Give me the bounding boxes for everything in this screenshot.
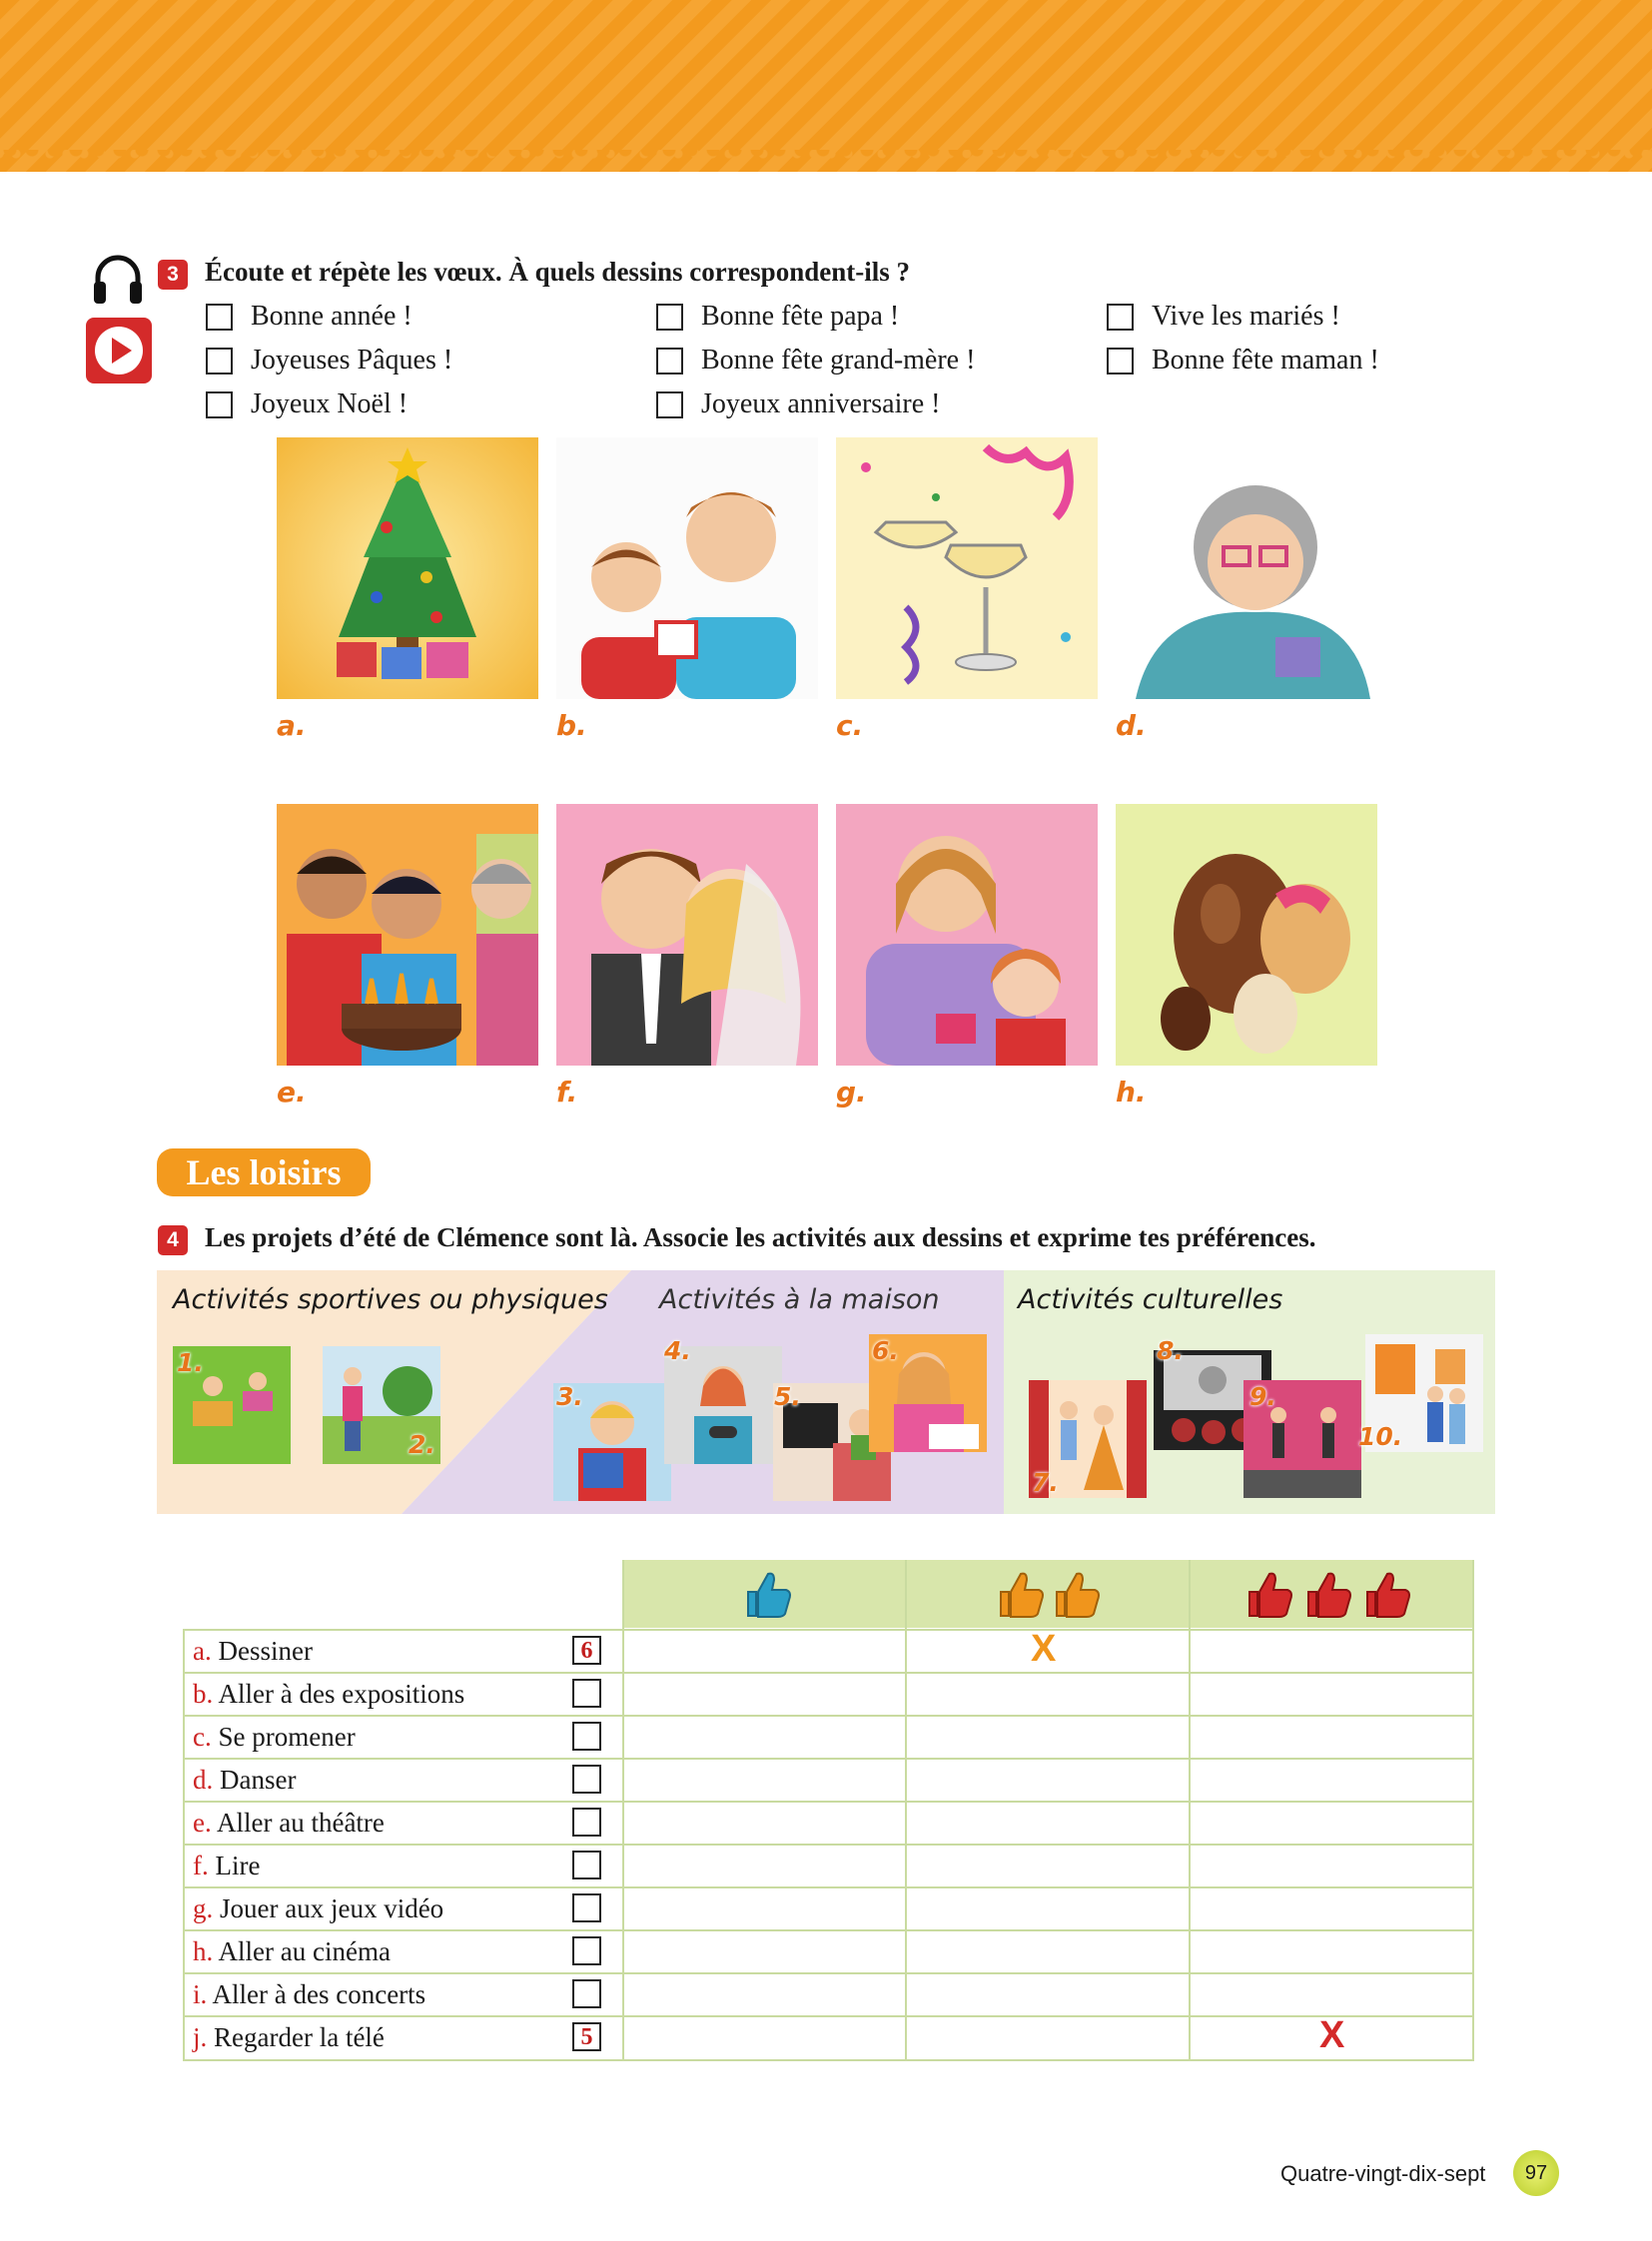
picture-father-and-son [556, 437, 818, 699]
picture-birthday [277, 804, 538, 1066]
wish-label: Joyeuses Pâques ! [251, 345, 453, 375]
preference-cell[interactable] [624, 1846, 904, 1885]
wish-option[interactable] [656, 345, 975, 376]
wish-option[interactable] [206, 388, 408, 420]
picture-label: b. [556, 709, 587, 742]
row-letter: h. [193, 1936, 214, 1966]
answer-box[interactable] [572, 1893, 601, 1922]
preference-cell[interactable] [1191, 1846, 1470, 1885]
preference-cell[interactable] [907, 1974, 1187, 2014]
three-thumbs-up-icon [1249, 1574, 1409, 1617]
activity-row-label [193, 1636, 313, 1667]
row-text: Se promener [218, 1722, 356, 1752]
row-text: Aller à des expositions [218, 1679, 465, 1709]
category-heading: Activités à la maison [659, 1284, 940, 1315]
two-thumbs-up-icon [1001, 1574, 1099, 1617]
preference-cell[interactable] [1191, 1931, 1470, 1971]
picture-label: d. [1116, 709, 1147, 742]
row-text: Dessiner [218, 1636, 313, 1666]
row-text: Aller à des concerts [212, 1979, 426, 2009]
wish-label: Bonne fête maman ! [1152, 345, 1379, 375]
activity-row-label [193, 1679, 464, 1710]
activity-row-label [193, 1808, 385, 1839]
checkbox[interactable] [656, 304, 683, 331]
play-icon[interactable] [86, 318, 152, 383]
image-number: 2. [409, 1430, 435, 1459]
page-word: Quatre-vingt-dix-sept [1280, 2161, 1486, 2186]
preference-cell[interactable] [907, 1717, 1187, 1757]
preference-cell[interactable] [624, 1974, 904, 2014]
preference-cell[interactable] [624, 2017, 904, 2057]
grid-line [1472, 1560, 1474, 2061]
grid-line [183, 2059, 1473, 2061]
preference-cell[interactable] [907, 2017, 1187, 2057]
answer-box[interactable] [572, 1765, 601, 1794]
picture-champagne-glasses [836, 437, 1098, 699]
preference-cell[interactable] [907, 1803, 1187, 1843]
answer-box[interactable] [572, 1851, 601, 1879]
preference-header-2 [907, 1560, 1189, 1628]
row-letter: f. [193, 1851, 209, 1880]
activity-row-label [193, 1851, 260, 1881]
preference-cell[interactable] [624, 1717, 904, 1757]
picture-grandmother [1116, 437, 1377, 699]
preference-mark: X [1031, 1628, 1057, 1670]
row-letter: e. [193, 1808, 212, 1838]
activities-panel [157, 1270, 1495, 1514]
picture-mother-and-daughter [836, 804, 1098, 1066]
category-heading: Activités culturelles [1018, 1284, 1283, 1315]
wish-label: Vive les mariés ! [1152, 301, 1340, 332]
picture-wedding-kiss [556, 804, 818, 1066]
row-letter: d. [193, 1765, 214, 1795]
one-thumb-up-icon [748, 1574, 790, 1617]
exercise-number: 4 [158, 1225, 188, 1255]
row-letter: a. [193, 1636, 212, 1666]
image-number: 5. [774, 1382, 801, 1411]
image-number: 8. [1157, 1336, 1184, 1365]
answer-box[interactable]: 5 [572, 2022, 601, 2051]
preference-cell[interactable] [1191, 1760, 1470, 1800]
answer-box[interactable] [572, 1808, 601, 1837]
answer-box[interactable] [572, 1722, 601, 1751]
wish-option[interactable] [206, 345, 452, 376]
preference-mark: X [1319, 2014, 1345, 2056]
answer-box[interactable]: 6 [572, 1636, 601, 1665]
preference-cell[interactable] [624, 1931, 904, 1971]
wish-option[interactable] [1107, 345, 1379, 376]
section-title: Les loisirs [157, 1148, 371, 1196]
preference-cell[interactable] [624, 1888, 904, 1928]
preference-cell[interactable] [624, 1803, 904, 1843]
category-heading: Activités sportives ou physiques [173, 1284, 608, 1315]
headphones-icon [88, 250, 148, 310]
image-number: 9. [1249, 1382, 1276, 1411]
preference-cell[interactable] [1191, 1888, 1470, 1928]
checkbox[interactable] [206, 391, 233, 418]
row-text: Danser [220, 1765, 297, 1795]
activity-row-label [193, 1722, 356, 1753]
wish-option[interactable] [1107, 301, 1340, 333]
picture-label: g. [836, 1076, 867, 1109]
top-banner [0, 0, 1652, 172]
wish-label: Bonne fête papa ! [701, 301, 900, 332]
wish-label: Bonne année ! [251, 301, 413, 332]
checkbox[interactable] [206, 348, 233, 374]
row-letter: c. [193, 1722, 212, 1752]
wish-option[interactable] [656, 388, 940, 420]
image-number: 7. [1032, 1468, 1059, 1497]
exercise-title: Les projets d’été de Clémence sont là. Associe les activités aux dessins et exprime tes préférences. [205, 1222, 1316, 1252]
answer-box[interactable] [572, 1979, 601, 2008]
checkbox[interactable] [656, 348, 683, 374]
activity-row-label [193, 2022, 385, 2053]
image-number: 1. [177, 1348, 204, 1377]
preference-cell[interactable] [907, 1674, 1187, 1714]
answer-box[interactable] [572, 1936, 601, 1965]
wish-option[interactable] [206, 301, 413, 333]
wish-label: Bonne fête grand-mère ! [701, 345, 976, 375]
image-number: 6. [872, 1336, 899, 1365]
preference-cell[interactable] [1191, 1674, 1470, 1714]
picture-label: a. [277, 709, 307, 742]
row-letter: j. [193, 2022, 208, 2052]
activity-row-label [193, 1979, 425, 2010]
image-number: 3. [556, 1382, 583, 1411]
activity-row-label [193, 1936, 391, 1967]
image-number: 10. [1358, 1422, 1403, 1451]
exercise-title: Écoute et répète les vœux. À quels dessins correspondent-ils ? [205, 257, 910, 287]
checkbox[interactable] [1107, 348, 1134, 374]
preference-cell[interactable] [907, 1931, 1187, 1971]
row-text: Regarder la télé [214, 2022, 385, 2052]
preference-cell[interactable] [624, 1760, 904, 1800]
picture-label: e. [277, 1076, 307, 1109]
row-letter: g. [193, 1893, 214, 1923]
activity-row-label [193, 1893, 443, 1924]
preference-header-1 [623, 1560, 905, 1628]
preference-cell[interactable] [1191, 1631, 1470, 1671]
picture-easter-eggs [1116, 804, 1377, 1066]
picture-label: h. [1116, 1076, 1147, 1109]
checkbox[interactable] [1107, 304, 1134, 331]
preference-cell[interactable] [1191, 1717, 1470, 1757]
checkbox[interactable] [206, 304, 233, 331]
preference-header-3 [1191, 1560, 1472, 1628]
checkbox[interactable] [656, 391, 683, 418]
page-number: 97 [1513, 2150, 1559, 2196]
row-letter: i. [193, 1979, 208, 2009]
answer-box[interactable] [572, 1679, 601, 1708]
wish-label: Joyeux anniversaire ! [701, 388, 941, 419]
preference-cell[interactable] [907, 1760, 1187, 1800]
banner-edge [0, 150, 1652, 176]
row-letter: b. [193, 1679, 214, 1709]
activity-row-label [193, 1765, 296, 1796]
picture-label: f. [556, 1076, 578, 1109]
row-text: Aller au théâtre [217, 1808, 385, 1838]
preference-cell[interactable] [1191, 1974, 1470, 2014]
image-number: 4. [664, 1336, 691, 1365]
exercise-number: 3 [158, 260, 188, 290]
wish-option[interactable] [656, 301, 899, 333]
picture-label: c. [836, 709, 864, 742]
preference-cell[interactable] [907, 1846, 1187, 1885]
preference-cell[interactable] [624, 1674, 904, 1714]
preference-cell[interactable] [907, 1888, 1187, 1928]
preference-cell[interactable] [624, 1631, 904, 1671]
row-text: Lire [215, 1851, 261, 1880]
row-text: Aller au cinéma [218, 1936, 391, 1966]
preference-cell[interactable] [1191, 1803, 1470, 1843]
wish-label: Joyeux Noël ! [251, 388, 409, 419]
picture-christmas-tree [277, 437, 538, 699]
row-text: Jouer aux jeux vidéo [220, 1893, 444, 1923]
